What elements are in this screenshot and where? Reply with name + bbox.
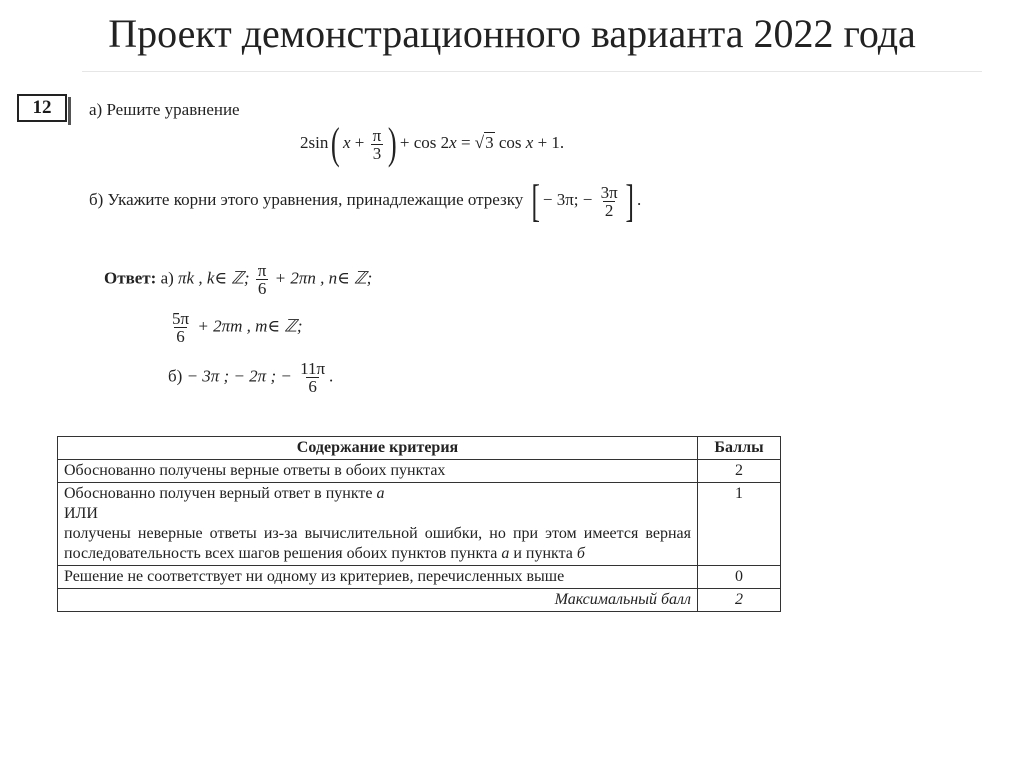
answer-b-end: . [329,366,334,386]
criterion-points: 1 [698,483,781,566]
eq-fraction [371,127,384,162]
answer-line1-fraction [256,262,269,297]
header-content: Содержание критерия [58,437,698,460]
answer-line-1 [104,262,372,297]
task-number-box: 12 [17,94,67,122]
eq-rhs-x: x [525,132,534,152]
criterion-line1-item: а [376,485,385,502]
answer-b-part: − 3π ; − 2π ; − [186,366,292,386]
criterion-or: ИЛИ [64,505,98,522]
criterion-line3: получены неверные ответы из-за вычислительной ошибки, но при этом имеется верная последовательность всех шагов решения обоих пунктов пункта [64,525,691,562]
part-a-label: а) Решите уравнение [89,100,240,119]
table-footer-row [58,589,781,612]
criterion-line1: Обоснованно получен верный ответ в пункте [64,485,373,502]
open-bracket: [ [530,175,540,226]
part-b-label: б) Укажите корни этого уравнения, принадлежащие отрезку [89,189,524,209]
divider [82,71,982,72]
eq-sqrt-arg: 3 [485,132,494,152]
interval-den: 2 [604,200,614,220]
max-score-label: Максимальный балл [58,589,698,612]
answer-line1-part2: + 2πn , n∈ ℤ; [274,268,373,288]
equation [300,119,565,168]
answer-b-fraction [298,360,327,395]
eq-mid: + cos 2 [399,132,450,152]
sqrt-icon: √ [474,132,485,152]
task-number-shadow [68,97,71,125]
criteria-table [57,436,781,612]
eq-frac-num: π [372,125,382,145]
criterion-item-a: а [501,545,510,562]
part-b [89,175,642,226]
eq-rhs: cos [498,132,522,152]
answer-line-3 [168,360,333,395]
answer-line-2 [168,310,303,345]
table-row [58,566,781,589]
interval-period: . [637,189,642,209]
answer-a-prefix: а) [160,268,174,288]
interval-num: 3π [600,182,618,202]
max-score-value: 2 [698,589,781,612]
eq-x: x [449,132,457,152]
answer-line1-part1: πk , k∈ ℤ; [178,268,250,288]
eq-arg-x: x [343,132,351,152]
answer-b-den: 6 [308,377,317,396]
answer-b-num: 11π [300,359,326,378]
answer-b-prefix: б) [168,366,183,386]
answer-line2-num: 5π [172,309,190,328]
close-paren: ) [388,119,397,168]
page-title: Проект демонстрационного варианта 2022 года [108,11,916,56]
eq-frac-den: 3 [372,143,382,163]
answer-label: Ответ: [104,268,157,288]
answer-line1-den: 6 [257,279,267,298]
eq-plus: + [354,132,365,152]
close-bracket: ] [625,175,634,226]
interval-fraction [599,184,620,219]
eq-lhs-coef: 2sin [300,132,329,152]
table-row [58,483,781,566]
criterion-points: 2 [698,460,781,483]
table-header-row [58,437,781,460]
open-paren: ( [331,119,341,168]
header-points: Баллы [698,437,781,460]
eq-rhs-end: + 1. [533,132,565,152]
criterion-text: Решение не соответствует ни одному из критериев, перечисленных выше [58,566,698,589]
table-row [58,460,781,483]
answer-line1-num: π [257,261,267,280]
interval-left: − 3π; − [542,189,593,209]
criterion-item-b: б [576,545,585,562]
criterion-text: Обоснованно получены верные ответы в обоих пунктах [58,460,698,483]
answer-line2-part: + 2πm , m∈ ℤ; [197,316,303,336]
criterion-and: и пункта [513,545,573,562]
criterion-points: 0 [698,566,781,589]
eq-equals: = [456,132,475,152]
criterion-text [58,483,698,566]
answer-line2-den: 6 [176,327,185,346]
answer-line2-fraction [170,310,191,345]
